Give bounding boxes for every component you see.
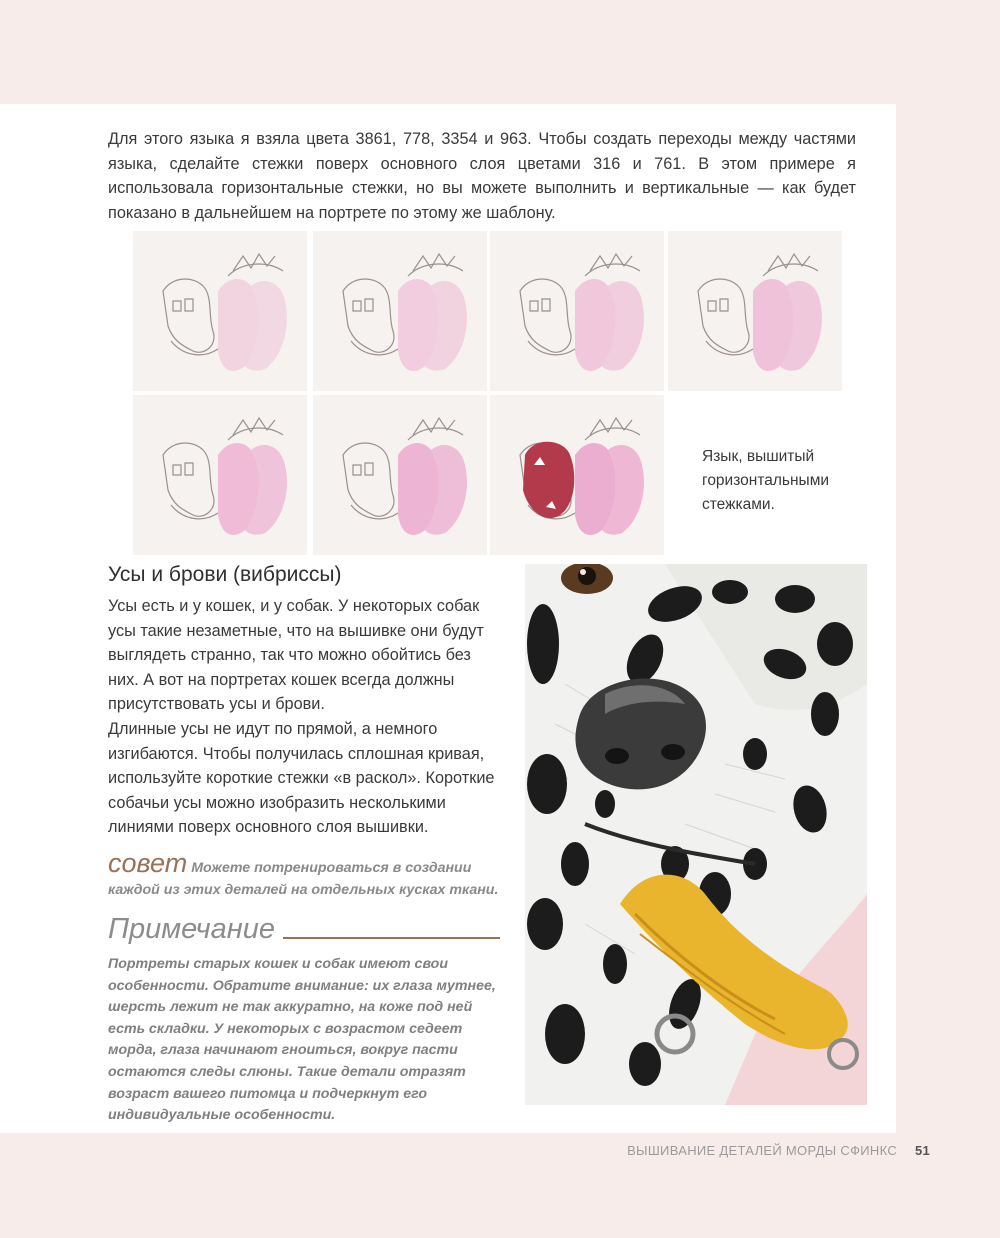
page-number: 51 bbox=[914, 1143, 930, 1158]
body-paragraph-1: Усы есть и у кошек, и у собак. У некоторых собак усы такие незаметные, что на вышивке они будут выглядеть странно, так что можно обойтись без них. А вот на портретах кошек всегда должны присутствовать усы и брови. bbox=[108, 597, 484, 713]
body-paragraph-2: Длинные усы не идут по прямой, а немного изгибаются. Чтобы получилась сплошная кривая, используйте короткие стежки «в раскол». Короткие собачьи усы можно изобразить несколькими линиями поверх основного слоя вышивки. bbox=[108, 720, 495, 836]
step-thumbnail-4 bbox=[668, 231, 842, 391]
step-thumbnail-1 bbox=[133, 231, 307, 391]
section-title: Усы и брови (вибриссы) bbox=[108, 563, 342, 586]
tongue-stitch-step-icon bbox=[490, 231, 664, 391]
tongue-stitch-step-icon bbox=[313, 231, 487, 391]
step-thumbnail-6 bbox=[313, 395, 487, 555]
tongue-stitch-step-icon bbox=[133, 395, 307, 555]
tongue-stitch-step-icon bbox=[313, 395, 487, 555]
page-footer bbox=[627, 1143, 930, 1158]
step-thumbnail-5 bbox=[133, 395, 307, 555]
step-thumbnail-2 bbox=[313, 231, 487, 391]
dalmatian-illustration bbox=[525, 564, 867, 1105]
dalmatian-embroidery-image bbox=[525, 564, 867, 1105]
intro-paragraph: Для этого языка я взяла цвета 3861, 778, 3354 и 963. Чтобы создать переходы между частями языка, сделайте стежки поверх основного слоя цветами 316 и 761. В этом примере я использовала горизонтальные стежки, но вы можете выполнить и вертикальные — как будет показано в дальнейшем на портрете по этому же шаблону. bbox=[108, 130, 856, 222]
note-text: Портреты старых кошек и собак имеют свои особенности. Обратите внимание: их глаза мутнее, шерсть лежит не так аккуратно, на коже под ней есть складки. У некоторых с возрастом седеет морда, глаза начинают гноиться, вокруг пасти остаются следы слюны. Такие детали отразят возраст вашего питомца и подчеркнут его индивидуальные особенности. bbox=[108, 956, 496, 1124]
note-header bbox=[108, 913, 500, 953]
step-thumbnail-7 bbox=[490, 395, 664, 555]
tip-label: совет bbox=[108, 848, 188, 878]
tongue-stitch-step-icon bbox=[490, 395, 664, 555]
tongue-stitch-step-icon bbox=[668, 231, 842, 391]
chapter-title: ВЫШИВАНИЕ ДЕТАЛЕЙ МОРДЫ СФИНКС bbox=[627, 1143, 898, 1158]
step-thumbnail-3 bbox=[490, 231, 664, 391]
thumbnails-caption: Язык, вышитый горизонтальными стежками. bbox=[702, 448, 830, 513]
note-title: Примечание bbox=[108, 913, 283, 946]
tip-text: Можете потренироваться в создании каждой из этих деталей на отдельных кусках ткани. bbox=[108, 860, 499, 898]
tip-box bbox=[108, 848, 503, 901]
tongue-stitch-step-icon bbox=[133, 231, 307, 391]
